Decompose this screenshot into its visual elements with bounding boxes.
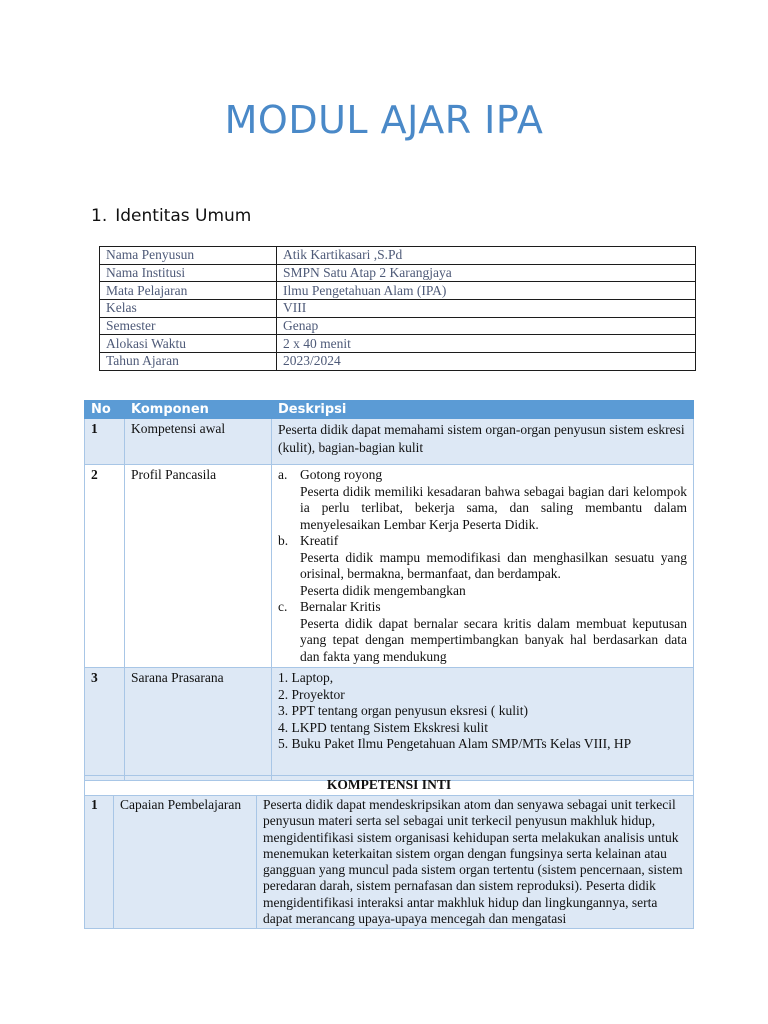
identitas-row (100, 300, 696, 318)
header-no: No (85, 401, 125, 419)
komponen-table (84, 400, 694, 781)
row-deskripsi-sarana (272, 668, 694, 781)
identitas-label: Mata Pelajaran (100, 282, 277, 300)
identitas-label: Semester (100, 317, 277, 335)
table-row (85, 419, 694, 465)
identitas-value: SMPN Satu Atap 2 Karangjaya (277, 264, 696, 282)
item-extra-text: Peserta didik mengembangkan (300, 582, 466, 598)
list-item: 1. Laptop, (278, 670, 334, 685)
list-item (278, 467, 687, 533)
row-number: 3 (85, 668, 125, 781)
identitas-value: 2 x 40 menit (277, 335, 696, 353)
table-row (85, 796, 694, 929)
identitas-row (100, 353, 696, 371)
list-item: 3. PPT tentang organ penyusun eksresi ( kulit) (278, 703, 528, 718)
identitas-row (100, 282, 696, 300)
item-letter: b. (278, 533, 289, 548)
identitas-label: Kelas (100, 300, 277, 318)
item-letter: c. (278, 599, 288, 614)
header-komponen: Komponen (125, 401, 272, 419)
identitas-value: VIII (277, 300, 696, 318)
table-row (85, 465, 694, 668)
row-number: 1 (85, 796, 114, 929)
document-title: MODUL AJAR IPA (224, 98, 544, 142)
identitas-row (100, 247, 696, 265)
identitas-label: Alokasi Waktu (100, 335, 277, 353)
row-komponen: Capaian Pembelajaran (114, 796, 257, 929)
row-deskripsi: Peserta didik dapat mendeskripsikan atom dan senyawa sebagai unit terkecil penyusun materi serta sel sebagai unit terkecil penyusun makhluk hidup, mengidentifikasi sistem organisasi kehidupan serta melakukan analisis untuk menemukan keterkaitan sistem organ dengan fungsinya serta kelainan atau gangguan yang muncul pada sistem organ tertentu (sistem pencernaan, sistem peredaran darah, sistem pernafasan dan sistem reproduksi). Peserta didik mengidentifikasi interaksi antar makhluk hidup dan lingkungannya, serta dapat merancang upaya-upaya mencegah dan mengatasi (257, 796, 694, 929)
table-row (85, 668, 694, 781)
list-item (278, 533, 687, 599)
identitas-row (100, 264, 696, 282)
section-heading-identitas-umum (91, 206, 251, 226)
identitas-value: Genap (277, 317, 696, 335)
identitas-label: Tahun Ajaran (100, 353, 277, 371)
row-komponen: Sarana Prasarana (125, 668, 272, 781)
row-komponen: Kompetensi awal (125, 419, 272, 465)
row-number: 1 (85, 419, 125, 465)
item-title: Kreatif (300, 533, 339, 548)
list-item: 4. LKPD tentang Sistem Ekskresi kulit (278, 719, 488, 735)
row-deskripsi-profil (272, 465, 694, 668)
list-item: 5. Buku Paket Ilmu Pengetahuan Alam SMP/MTs Kelas VIII, HP (278, 736, 632, 751)
kompetensi-inti-heading: KOMPETENSI INTI (85, 776, 694, 796)
identitas-value: Atik Kartikasari ,S.Pd (277, 247, 696, 265)
section-number: 1. (91, 206, 108, 226)
item-text: Peserta didik mampu memodifikasi dan menghasilkan sesuatu yang orisinal, bermakna, bermanfaat, dan berdampak. (300, 549, 687, 581)
item-title: Gotong royong (300, 467, 383, 482)
row-number: 2 (85, 465, 125, 668)
identitas-row (100, 335, 696, 353)
kompetensi-inti-table (84, 775, 694, 929)
identitas-value: Ilmu Pengetahuan Alam (IPA) (277, 282, 696, 300)
item-text: Peserta didik dapat bernalar secara kritis dalam membuat keputusan yang tepat dengan mempertimbangkan banyak hal berdasarkan data dan fakta yang mendukung (300, 615, 687, 664)
identitas-label: Nama Institusi (100, 264, 277, 282)
identitas-label: Nama Penyusun (100, 247, 277, 265)
komponen-header-row (85, 401, 694, 419)
identitas-value: 2023/2024 (277, 353, 696, 371)
item-letter: a. (278, 467, 288, 482)
item-title: Bernalar Kritis (300, 599, 381, 614)
header-deskripsi: Deskripsi (272, 401, 694, 419)
row-deskripsi: Peserta didik dapat memahami sistem organ-organ penyusun sistem eskresi (kulit), bagian-bagian kulit (272, 419, 694, 465)
identitas-row (100, 317, 696, 335)
identitas-table (99, 246, 696, 371)
kompetensi-inti-heading-row (85, 776, 694, 796)
list-item (278, 599, 687, 665)
section-title: Identitas Umum (115, 206, 252, 226)
row-komponen: Profil Pancasila (125, 465, 272, 668)
item-text: Peserta didik memiliki kesadaran bahwa sebagai bagian dari kelompok ia perlu terlibat, bekerja sama, dan saling membantu dalam menyelesaikan Lembar Kerja Peserta Didik. (300, 483, 687, 532)
list-item: 2. Proyektor (278, 686, 345, 702)
